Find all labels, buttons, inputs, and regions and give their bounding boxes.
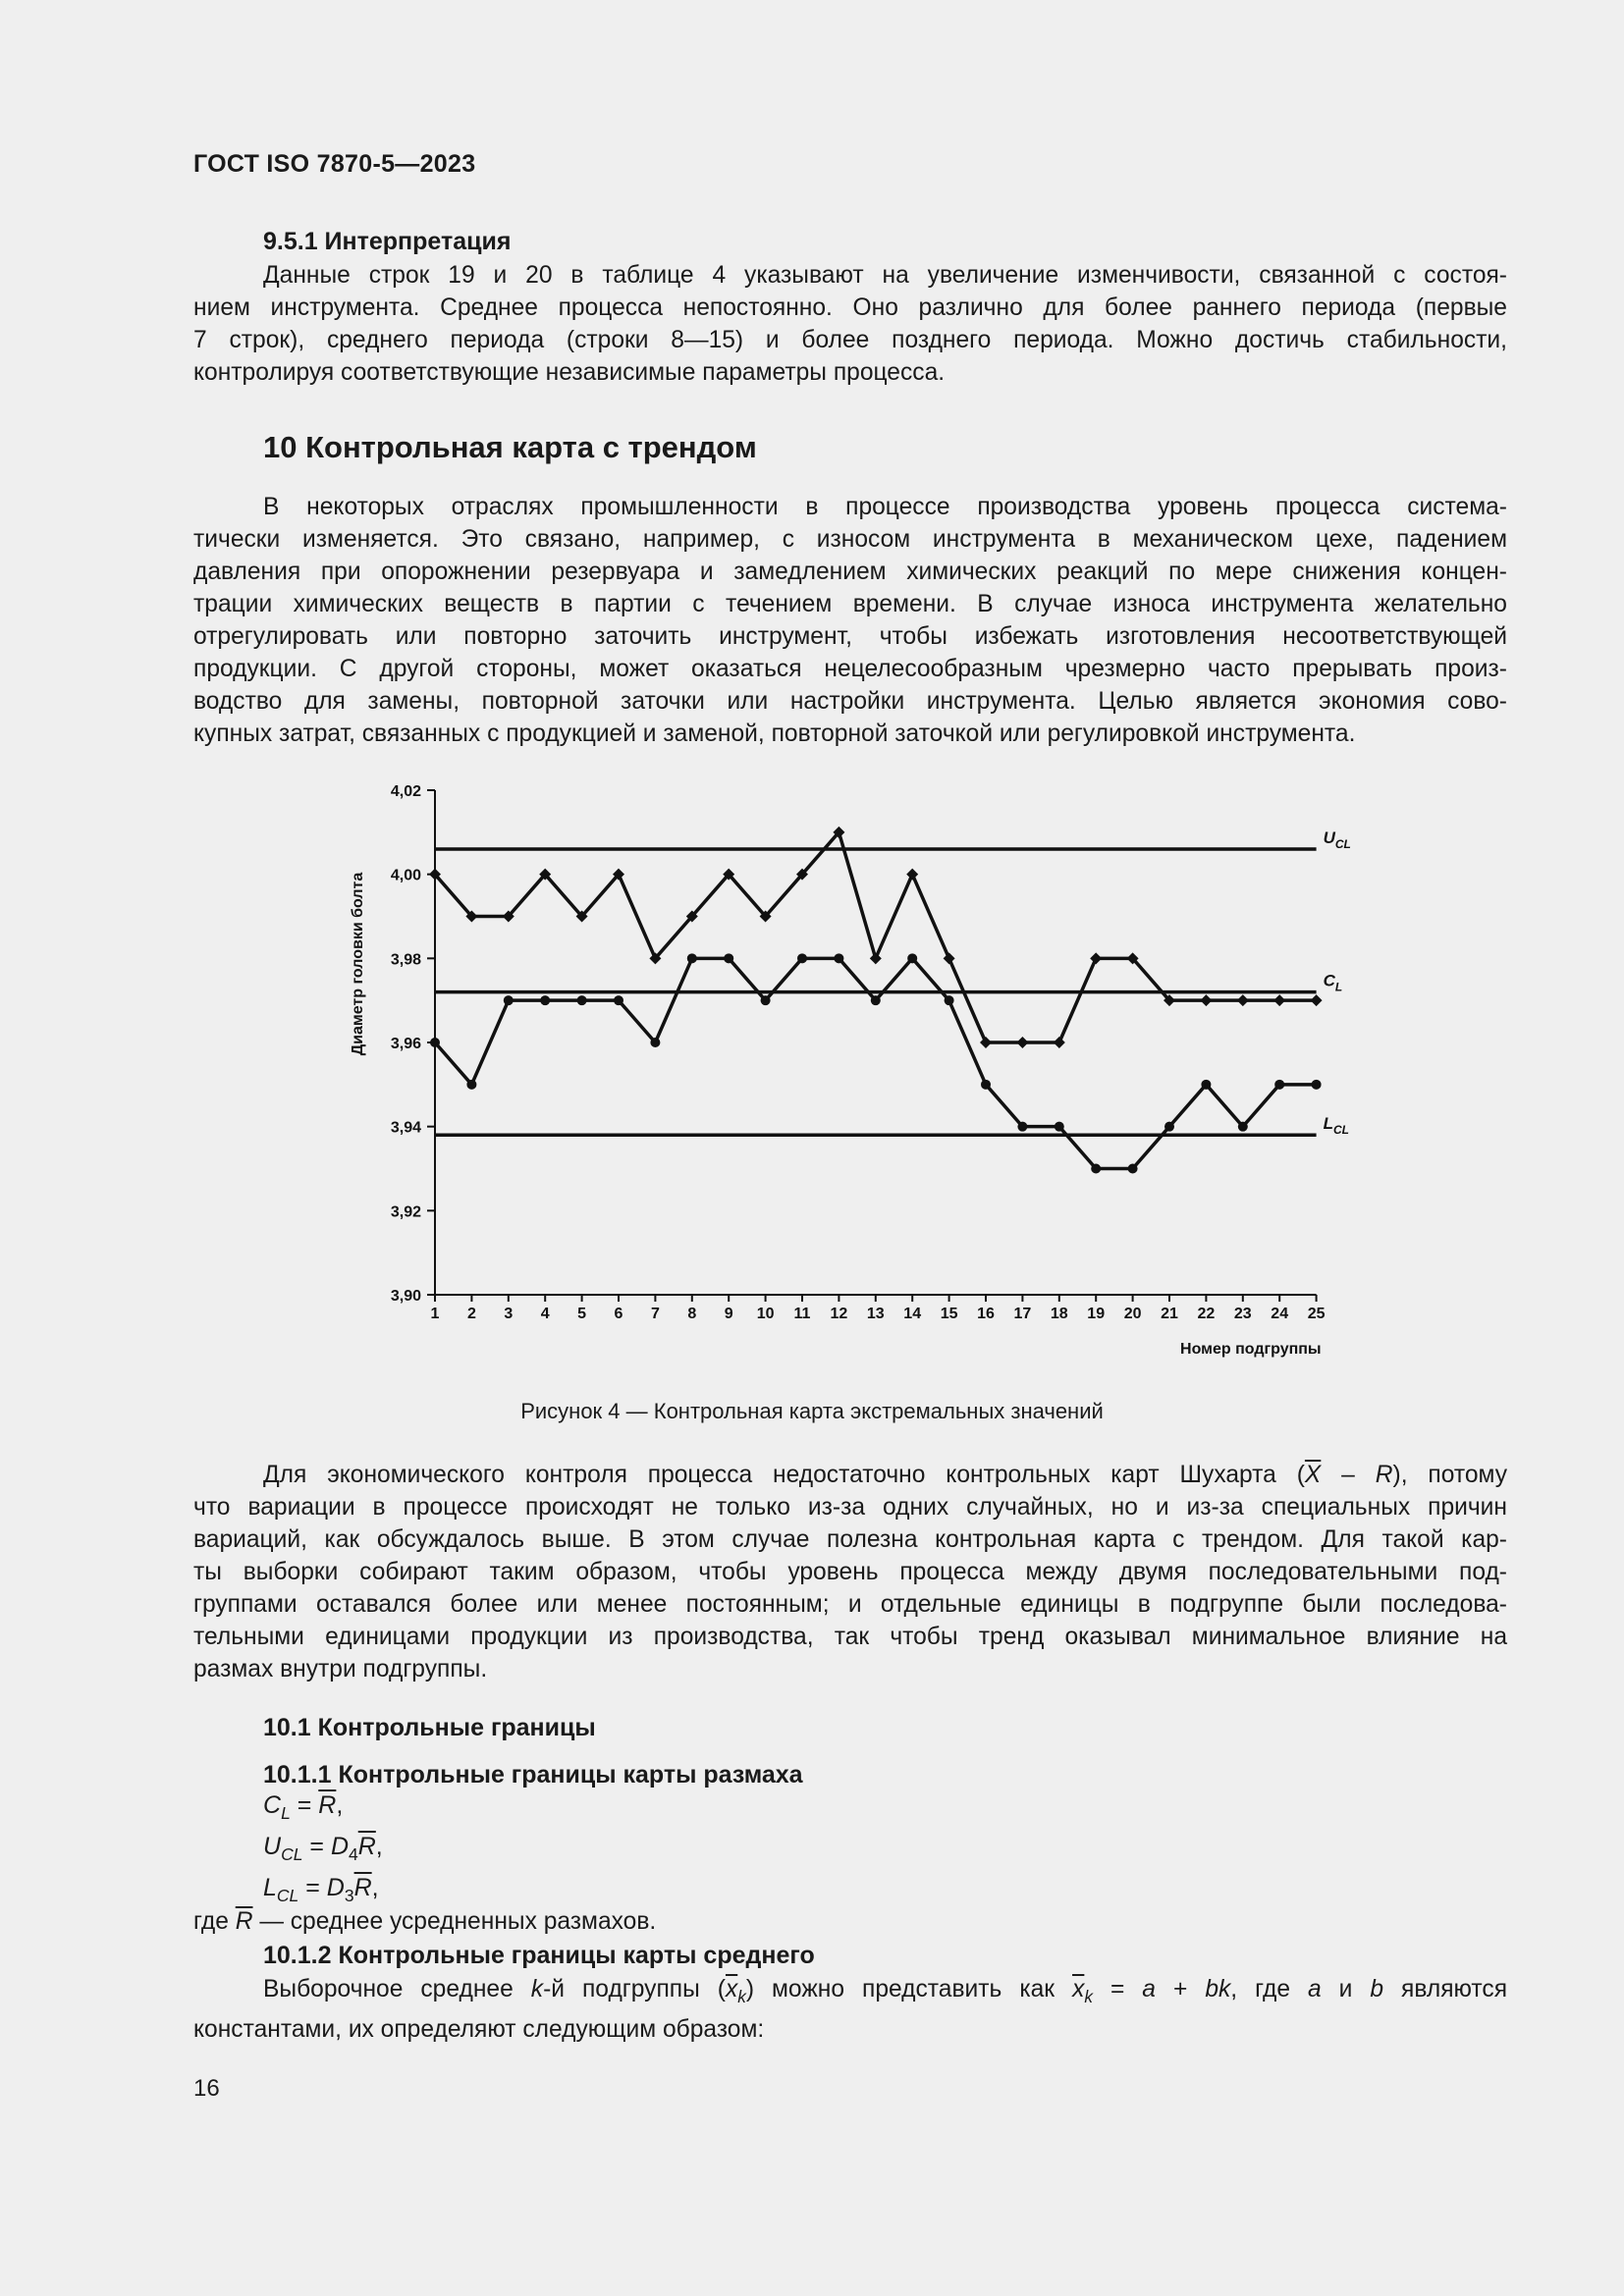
data-point-min bbox=[1238, 1122, 1248, 1132]
data-point-min bbox=[504, 995, 514, 1005]
punct: , bbox=[336, 1791, 344, 1819]
x-tick-label: 1 bbox=[430, 1306, 440, 1322]
bk-symbol: bk bbox=[1205, 1976, 1231, 2002]
x-tick-label: 19 bbox=[1087, 1306, 1106, 1322]
data-point-min bbox=[466, 1080, 476, 1090]
x-tick-label: 2 bbox=[466, 1306, 476, 1322]
data-point-min bbox=[687, 953, 697, 963]
control-chart bbox=[334, 775, 1365, 1374]
x-tick-label: 8 bbox=[687, 1306, 697, 1322]
data-point-min bbox=[1055, 1122, 1064, 1132]
series-line-2 bbox=[435, 958, 1317, 1168]
data-point-min bbox=[614, 995, 623, 1005]
equals: = bbox=[302, 1833, 331, 1860]
data-point-min bbox=[945, 995, 954, 1005]
subscript: 3 bbox=[344, 1886, 354, 1905]
data-point-min bbox=[761, 995, 771, 1005]
x-tick-label: 16 bbox=[977, 1306, 995, 1322]
data-point-max bbox=[980, 1037, 992, 1048]
y-tick-label: 3,90 bbox=[390, 1288, 421, 1305]
k-symbol: k bbox=[530, 1976, 544, 2002]
y-tick-label: 3,94 bbox=[390, 1119, 421, 1137]
x-tick-label: 17 bbox=[1013, 1306, 1032, 1322]
subscript: k bbox=[737, 1986, 746, 2006]
punct: , bbox=[375, 1833, 383, 1860]
data-point-max bbox=[944, 952, 955, 964]
data-point-min bbox=[871, 995, 881, 1005]
x-tick-label: 24 bbox=[1271, 1306, 1289, 1322]
b-symbol: b bbox=[1370, 1976, 1384, 2002]
text-fragment: являются bbox=[1383, 1976, 1508, 2002]
text-line: вариаций, как обсуждалось выше. В этом случае полезна контрольная карта с трендом. Для такой кар- bbox=[193, 1526, 1507, 1553]
label-sub: CL bbox=[1334, 836, 1351, 851]
r-bar-symbol: $\overline{R}$ bbox=[353, 1874, 372, 1901]
r-bar-symbol: $\overline{R}$ bbox=[235, 1908, 253, 1935]
y-tick-label: 3,96 bbox=[390, 1036, 421, 1052]
x-tick-label: 25 bbox=[1307, 1306, 1326, 1322]
data-point-max bbox=[1273, 994, 1285, 1006]
data-point-min bbox=[981, 1080, 991, 1090]
section-10-heading: 10 Контрольная карта с трендом bbox=[263, 430, 757, 464]
label-main: C bbox=[1323, 971, 1335, 990]
data-point-max bbox=[906, 869, 918, 881]
x-tick-label: 9 bbox=[724, 1306, 733, 1322]
data-point-min bbox=[430, 1038, 440, 1047]
y-tick-label: 3,92 bbox=[390, 1203, 421, 1221]
symbol: U bbox=[263, 1833, 282, 1860]
y-tick-label: 4,00 bbox=[390, 867, 421, 884]
x-tick-label: 10 bbox=[756, 1306, 775, 1322]
data-point-max bbox=[1237, 994, 1249, 1006]
data-point-min bbox=[907, 953, 917, 963]
x-tick-label: 22 bbox=[1197, 1306, 1216, 1322]
text-line: ты выборки собирают таким образом, чтобы уровень процесса между двумя последовательными под- bbox=[193, 1559, 1507, 1585]
text-line: тически изменяется. Это связано, например, с износом инструмента в механическом цехе, падением bbox=[193, 526, 1507, 553]
text-fragment: ) можно представить как bbox=[745, 1976, 1073, 2002]
equals: = bbox=[290, 1791, 319, 1819]
section-10-1-heading: 10.1 Контрольные границы bbox=[263, 1714, 596, 1741]
equals: = bbox=[298, 1874, 327, 1901]
text-line: трации химических веществ в партии с течением времени. В случае износа инструмента желательно bbox=[193, 591, 1507, 617]
series-line-1 bbox=[435, 832, 1317, 1042]
data-point-min bbox=[1274, 1080, 1284, 1090]
subscript: CL bbox=[276, 1886, 299, 1905]
x-tick-label: 7 bbox=[650, 1306, 660, 1322]
formula-ucl bbox=[263, 1833, 383, 1865]
x-tick-label: 11 bbox=[793, 1306, 811, 1322]
x-tick-label: 4 bbox=[540, 1306, 550, 1322]
x-tick-label: 15 bbox=[940, 1306, 958, 1322]
x-tick-label: 23 bbox=[1233, 1306, 1252, 1322]
symbol: L bbox=[263, 1874, 277, 1901]
text-line: купных затрат, связанных с продукцией и заменой, повторной заточкой или регулировкой инструмента. bbox=[193, 721, 1356, 747]
x-tick-label: 6 bbox=[614, 1306, 623, 1322]
page-number: 16 bbox=[193, 2075, 220, 2102]
symbol: D bbox=[326, 1874, 345, 1901]
text-line: Данные строк 19 и 20 в таблице 4 указывают на увеличение изменчивости, связанной с состоя- bbox=[263, 262, 1507, 289]
formula-lcl bbox=[263, 1874, 379, 1906]
data-point-min bbox=[540, 995, 550, 1005]
text-line: константами, их определяют следующим образом: bbox=[193, 2015, 765, 2043]
control-line-label-lcl bbox=[1324, 1114, 1349, 1137]
formula-cl bbox=[263, 1791, 343, 1824]
section-9-5-1-heading: 9.5.1 Интерпретация bbox=[263, 228, 512, 255]
shewhart-paragraph bbox=[193, 1459, 1507, 1685]
x-tick-label: 21 bbox=[1161, 1306, 1178, 1322]
control-line-label-cl bbox=[1324, 972, 1343, 994]
text-line: давления при опорожнении резервуара и замедлением химических реакций по мере снижения концен- bbox=[193, 559, 1507, 585]
x-tick-label: 20 bbox=[1123, 1306, 1142, 1322]
text-line: нием инструмента. Среднее процесса непостоянно. Оно различно для более раннего периода (первые bbox=[193, 294, 1507, 321]
text-line bbox=[193, 1973, 1507, 2013]
document-header: ГОСТ ISO 7870-5—2023 bbox=[193, 150, 476, 178]
text-line: контролируя соответствующие независимые параметры процесса. bbox=[193, 359, 946, 386]
x-tick-label: 14 bbox=[903, 1306, 922, 1322]
label-main: L bbox=[1323, 1114, 1333, 1134]
text-fragment: -й подгруппы ( bbox=[543, 1976, 726, 2002]
data-point-min bbox=[577, 995, 587, 1005]
text-line: что вариации в процессе происходят не только из-за одних случайных, но и из-за специальных причин bbox=[193, 1494, 1507, 1521]
section-10-1-2-heading: 10.1.2 Контрольные границы карты среднего bbox=[263, 1942, 815, 1969]
label-sub: L bbox=[1334, 980, 1343, 994]
text-fragment: Выборочное среднее bbox=[263, 1976, 531, 2002]
x-bar-symbol: $\overline{x}$ bbox=[725, 1976, 738, 2002]
data-point-min bbox=[834, 953, 843, 963]
data-point-min bbox=[1091, 1164, 1101, 1174]
text-fragment: где bbox=[193, 1908, 236, 1935]
data-point-min bbox=[1017, 1122, 1027, 1132]
x-tick-label: 12 bbox=[830, 1306, 848, 1322]
label-sub: CL bbox=[1332, 1123, 1349, 1138]
x-bar-symbol: $\overline{X}$ bbox=[1304, 1462, 1322, 1488]
data-point-min bbox=[724, 953, 733, 963]
text-line: продукции. С другой стороны, может оказаться нецелесообразным чрезмерно часто прерывать произ- bbox=[193, 656, 1507, 682]
text-line: В некоторых отраслях промышленности в процессе производства уровень процесса система- bbox=[263, 494, 1507, 520]
subscript: 4 bbox=[349, 1844, 358, 1864]
subscript: L bbox=[281, 1803, 291, 1823]
r-bar-symbol: $\overline{R}$ bbox=[357, 1833, 376, 1860]
x-axis-label: Номер подгруппы bbox=[1180, 1341, 1322, 1358]
y-axis-label: Диаметр головки болта bbox=[350, 872, 366, 1056]
control-line-label-ucl bbox=[1324, 828, 1351, 851]
r-bar-symbol: $\overline{R}$ bbox=[318, 1791, 337, 1819]
data-point-min bbox=[1164, 1122, 1174, 1132]
data-point-max bbox=[1311, 994, 1323, 1006]
r-bar-definition bbox=[193, 1908, 656, 1936]
x-tick-label: 3 bbox=[504, 1306, 514, 1322]
r-symbol: R bbox=[1375, 1462, 1393, 1488]
text-line: тельными единицами продукции из производства, так чтобы тренд оказывал минимальное влияние на bbox=[193, 1624, 1507, 1650]
label-main: U bbox=[1323, 828, 1335, 847]
text-line: размах внутри подгруппы. bbox=[193, 1656, 488, 1682]
data-point-min bbox=[1312, 1080, 1322, 1090]
text-line: водство для замены, повторной заточки или настройки инструмента. Целью является экономия сово- bbox=[193, 688, 1507, 715]
x-tick-label: 18 bbox=[1050, 1306, 1068, 1322]
text-fragment: Для экономического контроля процесса недостаточно контрольных карт Шухарта ( bbox=[263, 1462, 1305, 1488]
text-fragment: = bbox=[1092, 1976, 1143, 2002]
data-point-max bbox=[870, 952, 882, 964]
subscript: k bbox=[1084, 1986, 1093, 2006]
data-point-min bbox=[1128, 1164, 1138, 1174]
text-fragment: ), потому bbox=[1392, 1462, 1507, 1488]
text-fragment: – bbox=[1321, 1462, 1376, 1488]
text-line: 7 строк), среднего периода (строки 8—15) и более позднего периода. Можно достичь стабильности, bbox=[193, 327, 1507, 353]
y-tick-label: 3,98 bbox=[390, 951, 421, 969]
x-bar-symbol: $\overline{x}$ bbox=[1072, 1976, 1085, 2002]
text-fragment: + bbox=[1155, 1976, 1206, 2002]
text-line: отрегулировать или повторно заточить инструмент, чтобы избежать изготовления несоответствующей bbox=[193, 623, 1507, 650]
punct: , bbox=[371, 1874, 379, 1901]
text-fragment: и bbox=[1321, 1976, 1371, 2002]
data-point-max bbox=[1016, 1037, 1028, 1048]
subscript: CL bbox=[281, 1844, 303, 1864]
data-point-min bbox=[650, 1038, 660, 1047]
data-point-max bbox=[1054, 1037, 1065, 1048]
x-tick-label: 5 bbox=[577, 1306, 587, 1322]
symbol: D bbox=[330, 1833, 349, 1860]
a-symbol: a bbox=[1142, 1976, 1156, 2002]
data-point-min bbox=[797, 953, 807, 963]
data-point-max bbox=[1090, 952, 1102, 964]
text-line: группами оставался более или менее постоянным; и отдельные единицы в подгруппе были последова- bbox=[193, 1591, 1507, 1618]
data-point-max bbox=[1200, 994, 1212, 1006]
section-10-1-1-heading: 10.1.1 Контрольные границы карты размаха bbox=[263, 1761, 803, 1789]
section-10-1-2-text bbox=[193, 1973, 1507, 2046]
symbol: C bbox=[263, 1791, 282, 1819]
y-tick-label: 4,02 bbox=[390, 783, 421, 800]
text-fragment: , где bbox=[1230, 1976, 1308, 2002]
figure-caption: Рисунок 4 — Контрольная карта экстремальных значений bbox=[520, 1399, 1104, 1423]
x-tick-label: 13 bbox=[866, 1306, 885, 1322]
text-fragment: — среднее усредненных размахов. bbox=[252, 1908, 657, 1935]
a-symbol: a bbox=[1307, 1976, 1322, 2002]
data-point-min bbox=[1201, 1080, 1211, 1090]
text-line bbox=[193, 1459, 1507, 1491]
section-10-text bbox=[193, 491, 1507, 750]
section-9-5-1-text bbox=[193, 259, 1507, 389]
